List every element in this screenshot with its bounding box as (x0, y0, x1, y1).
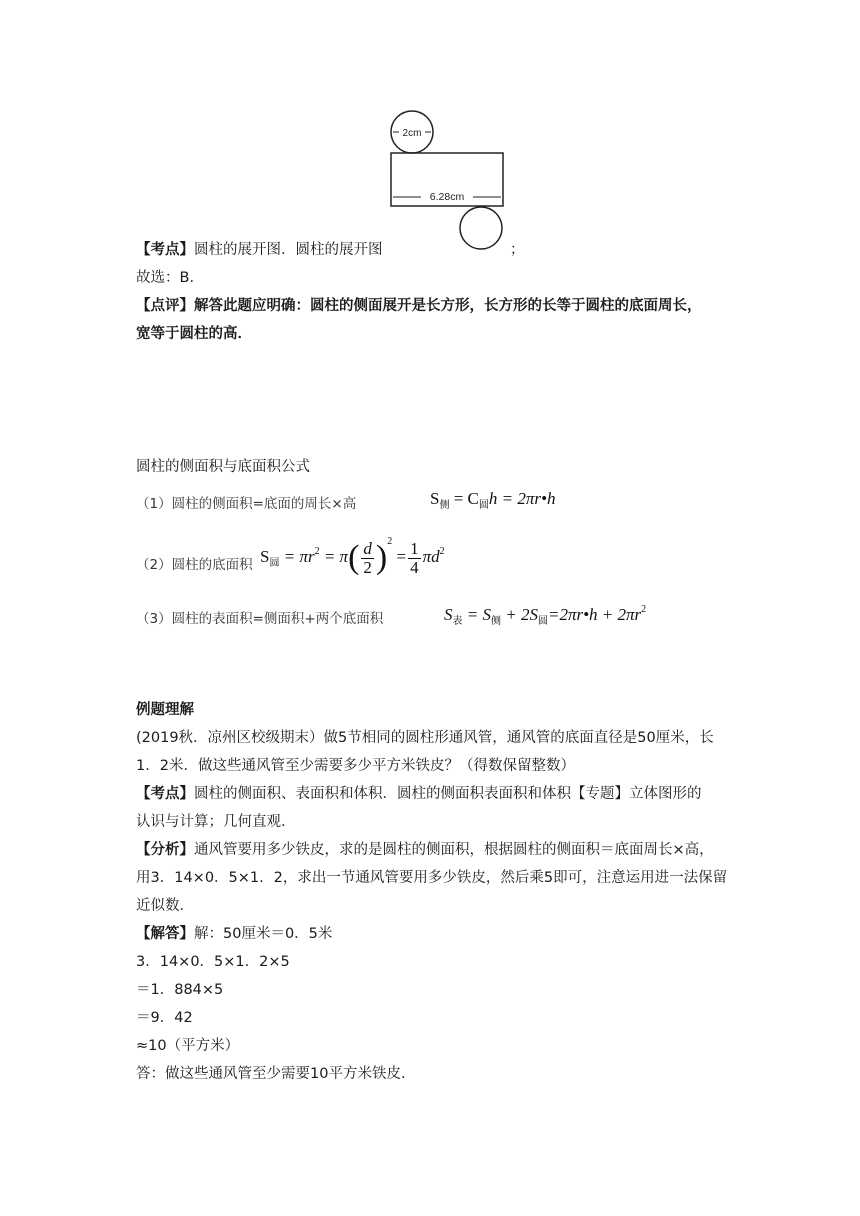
solution-step-2: ＝1．884×5 (136, 982, 224, 998)
circle-label: 2cm (402, 128, 422, 139)
solution-step-1: 3．14×0．5×1．2×5 (136, 954, 290, 970)
answer-line: 故选：B． (136, 270, 204, 286)
fenxi-line (136, 840, 714, 860)
final-answer: 答：做这些通风管至少需要10平方米铁皮． (136, 1066, 416, 1082)
fenxi-line-3: 近似数． (136, 898, 194, 914)
formula2-label: （2）圆柱的底面积 (136, 557, 253, 573)
example-kaodian-text: 圆柱的侧面积、表面积和体积．圆柱的侧面积表面积和体积【专题】立体图形的 (194, 786, 702, 802)
bottom-circle (460, 207, 502, 249)
f3-rest: =2πr•h + 2πr (547, 605, 642, 624)
f2-frac-quarter (408, 540, 421, 577)
f2-sup1: 2 (314, 546, 320, 557)
kaodian-line (136, 240, 383, 260)
formula2-math (260, 536, 445, 577)
f2-den2: 4 (410, 557, 419, 577)
kaodian-end: ； (510, 242, 525, 258)
f2-sup2: 2 (387, 536, 393, 547)
cylinder-net-figure (385, 110, 510, 255)
f1-sub: 侧 (439, 500, 450, 511)
formula-title: 圆柱的侧面积与底面积公式 (136, 459, 310, 475)
formula1-label: （1）圆柱的侧面积=底面的周长×高 (136, 496, 357, 512)
fenxi-line-2: 用3．14×0．5×1．2，求出一节通风管要用多少铁皮，然后乘5即可，注意运用进一法保留 (136, 870, 728, 886)
f2-sup3: 2 (439, 546, 445, 557)
f2-eq3: = (396, 547, 407, 566)
question-line-1: (2019秋．凉州区校级期末）做5节相同的圆柱形通风管，通风管的底面直径是50厘米，长 (136, 730, 714, 746)
f2-eq1: = πr (283, 547, 315, 566)
formula3-label: （3）圆柱的表面积=侧面积+两个底面积 (136, 611, 384, 627)
f3-mid: + 2S (505, 605, 538, 624)
f1-sub2: 圆 (478, 500, 489, 511)
f2-num: d (363, 538, 372, 558)
jieda-line (136, 924, 332, 944)
f2-S: S (260, 547, 270, 566)
f3-sub2: 侧 (490, 616, 501, 627)
f1-rest: h = 2πr•h (488, 489, 556, 508)
dianping-text: 解答此题应明确：圆柱的侧面展开是长方形，长方形的长等于圆柱的底面周长， (194, 298, 702, 314)
f3-sub: 表 (452, 616, 463, 627)
example-heading: 例题理解 (136, 702, 194, 718)
solution-step-3: ＝9．42 (136, 1010, 193, 1026)
f3-S: S (444, 605, 453, 624)
question-line-2: 1．2米．做这些通风管至少需要多少平方米铁皮？（得数保留整数） (136, 758, 575, 774)
kaodian-tag: 【考点】 (136, 242, 194, 258)
f2-frac-d2 (361, 540, 374, 577)
f2-rparen: ) (375, 539, 388, 577)
formula1-math (430, 489, 555, 511)
jieda-tag: 【解答】 (136, 926, 194, 942)
example-kaodian-line-2: 认识与计算；几何直观． (136, 814, 296, 830)
f1-S: S (430, 489, 440, 508)
fenxi-text: 通风管要用多少铁皮，求的是圆柱的侧面积，根据圆柱的侧面积＝底面周长×高， (194, 842, 714, 858)
f3-sub3: 圆 (537, 616, 548, 627)
f2-eq2: = π (323, 547, 349, 566)
solution-step-4: ≈10（平方米） (136, 1038, 240, 1054)
f3-eq: = S (466, 605, 491, 624)
f2-num2: 1 (410, 538, 419, 558)
f1-eq: = C (453, 489, 479, 508)
example-kaodian-tag: 【考点】 (136, 786, 194, 802)
kaodian-text: 圆柱的展开图．圆柱的展开图 (194, 242, 383, 258)
dianping-line-2: 宽等于圆柱的高． (136, 326, 252, 342)
example-kaodian-line (136, 784, 702, 804)
rect-label: 6.28cm (429, 191, 465, 203)
dianping-tag: 【点评】 (136, 298, 194, 314)
dianping-line (136, 296, 702, 316)
f2-lparen: ( (348, 539, 360, 577)
jieda-text: 解：50厘米＝0．5米 (194, 926, 333, 942)
f2-den: 2 (363, 557, 372, 577)
f2-sub: 圆 (269, 558, 280, 569)
f3-sup: 2 (641, 604, 647, 615)
formula3-math (444, 604, 646, 627)
f2-rest: πd (422, 547, 440, 566)
fenxi-tag: 【分析】 (136, 842, 194, 858)
